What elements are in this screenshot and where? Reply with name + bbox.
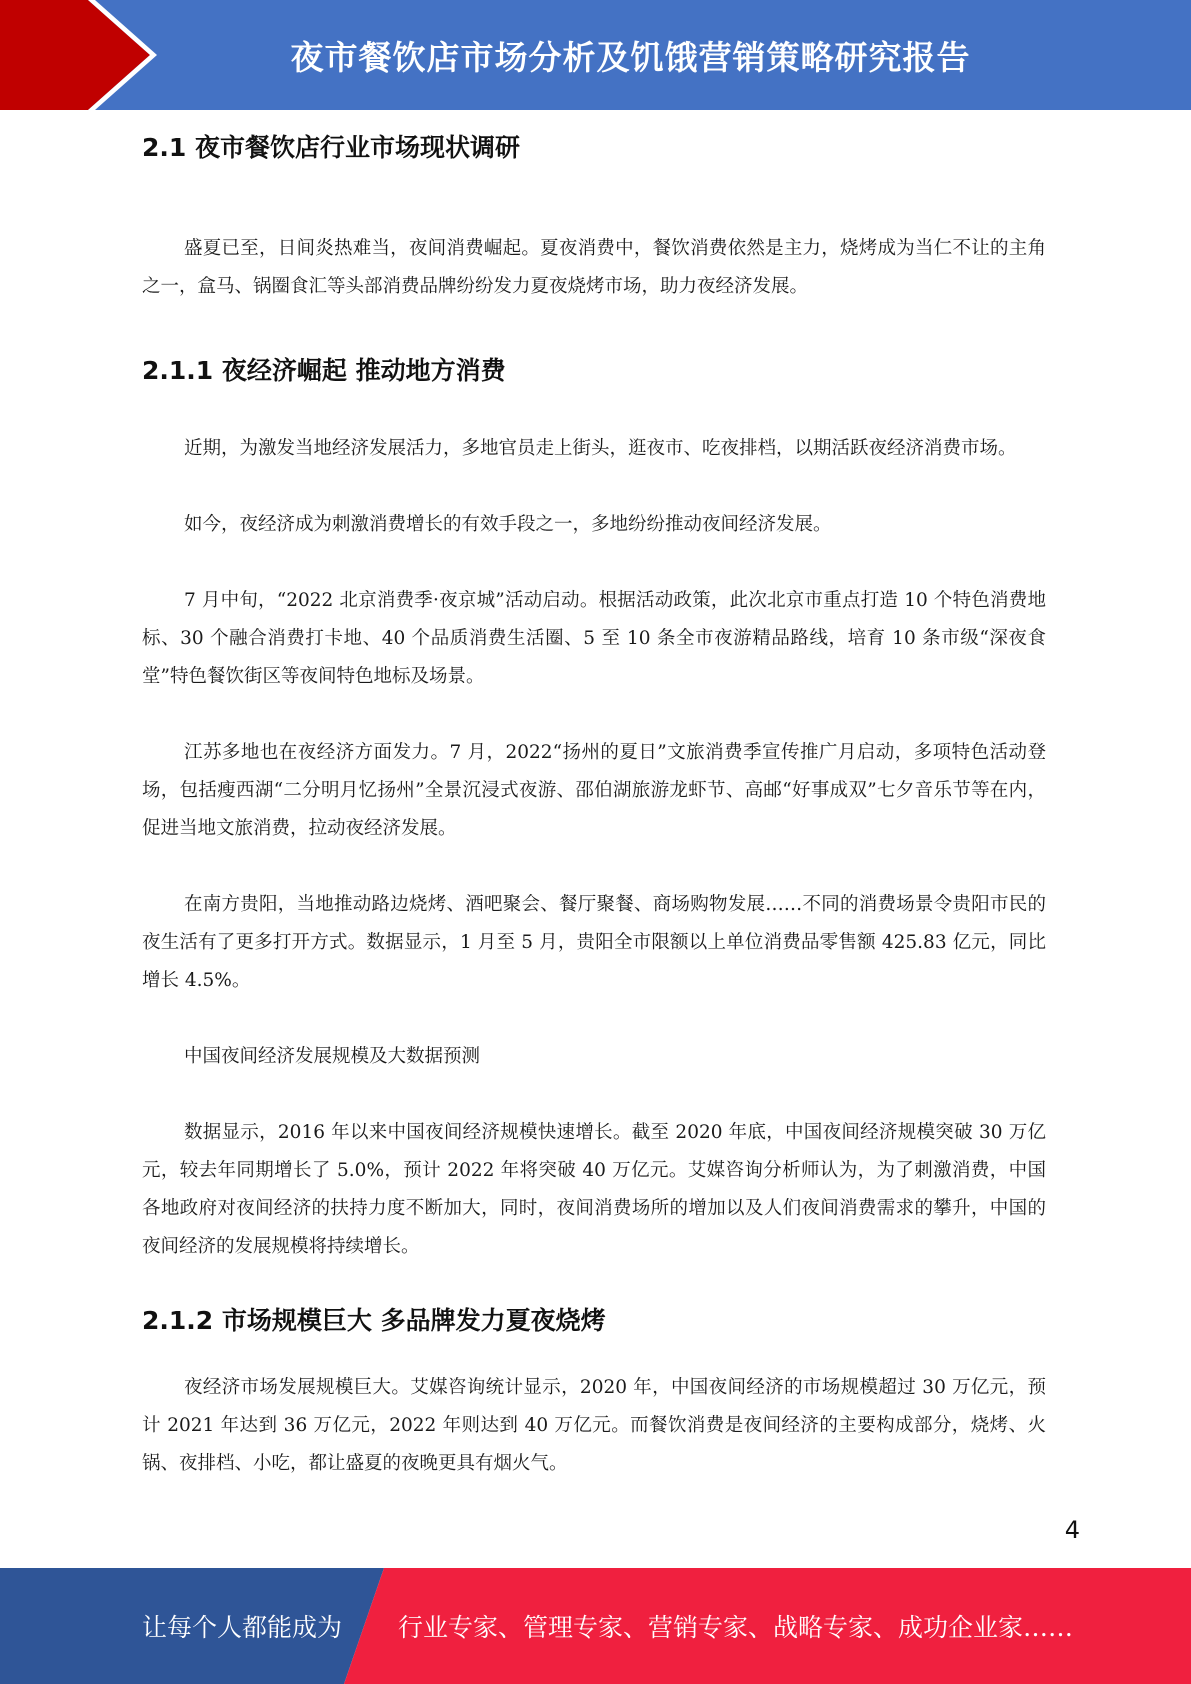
paragraph: 近期，为激发当地经济发展活力，多地官员走上街头，逛夜市、吃夜排档，以期活跃夜经济消费市场。 [184,438,1017,459]
page-footer [0,1568,1191,1684]
footer-slogan-right: 行业专家、管理专家、营销专家、战略专家、成功企业家…… [398,1613,1074,1642]
section-heading-2-1-2: 2.1.2 市场规模巨大 多品牌发力夏夜烧烤 [142,1306,606,1335]
report-title: 夜市餐饮店市场分析及饥饿营销策略研究报告 [290,37,971,77]
paragraph: 夜经济市场发展规模巨大。艾媒咨询统计显示，2020 年，中国夜间经济的市场规模超过 30 万亿元，预计 2021 年达到 36 万亿元，2022 年则达到 40 万亿元。而餐饮消费是夜间经济的主要构成部分，烧烤、火锅、夜排档、小吃，都让盛夏的夜晚更具有烟火气。 [142,1377,1046,1474]
footer-slogan-left: 让每个人都能成为 [142,1613,343,1642]
section-heading-2-1: 2.1 夜市餐饮店行业市场现状调研 [142,133,520,162]
page-content [142,128,1046,1483]
paragraph: 江苏多地也在夜经济方面发力。7 月，2022“扬州的夏日”文旅消费季宣传推广月启动，多项特色活动登场，包括瘦西湖“二分明月忆扬州”全景沉浸式夜游、邵伯湖旅游龙虾节、高邮“好事成双”七夕音乐节等在内，促进当地文旅消费，拉动夜经济发展。 [142,742,1046,839]
paragraph: 在南方贵阳，当地推动路边烧烤、酒吧聚会、餐厅聚餐、商场购物发展……不同的消费场景令贵阳市民的夜生活有了更多打开方式。数据显示，1 月至 5 月，贵阳全市限额以上单位消费品零售额 425.83 亿元，同比增长 4.5%。 [142,894,1046,991]
section-heading-2-1-1: 2.1.1 夜经济崛起 推动地方消费 [142,356,506,385]
page-header [0,0,1191,110]
paragraph: 盛夏已至，日间炎热难当，夜间消费崛起。夏夜消费中，餐饮消费依然是主力，烧烤成为当仁不让的主角之一，盒马、锅圈食汇等头部消费品牌纷纷发力夏夜烧烤市场，助力夜经济发展。 [142,238,1046,297]
paragraph: 如今，夜经济成为刺激消费增长的有效手段之一，多地纷纷推动夜间经济发展。 [184,514,832,535]
paragraph: 数据显示，2016 年以来中国夜间经济规模快速增长。截至 2020 年底，中国夜间经济规模突破 30 万亿元，较去年同期增长了 5.0%，预计 2022 年将突破 40 万亿元。艾媒咨询分析师认为，为了刺激消费，中国各地政府对夜间经济的扶持力度不断加大，同时，夜间消费场所的增加以及人们夜间消费需求的攀升，中国的夜间经济的发展规模将持续增长。 [142,1122,1046,1257]
page-number: 4 [1064,1516,1080,1544]
paragraph: 7 月中旬，“2022 北京消费季·夜京城”活动启动。根据活动政策，此次北京市重点打造 10 个特色消费地标、30 个融合消费打卡地、40 个品质消费生活圈、5 至 10 条全市夜游精品路线，培育 10 条市级“深夜食堂”特色餐饮街区等夜间特色地标及场景。 [142,590,1046,687]
paragraph: 中国夜间经济发展规模及大数据预测 [184,1046,481,1067]
